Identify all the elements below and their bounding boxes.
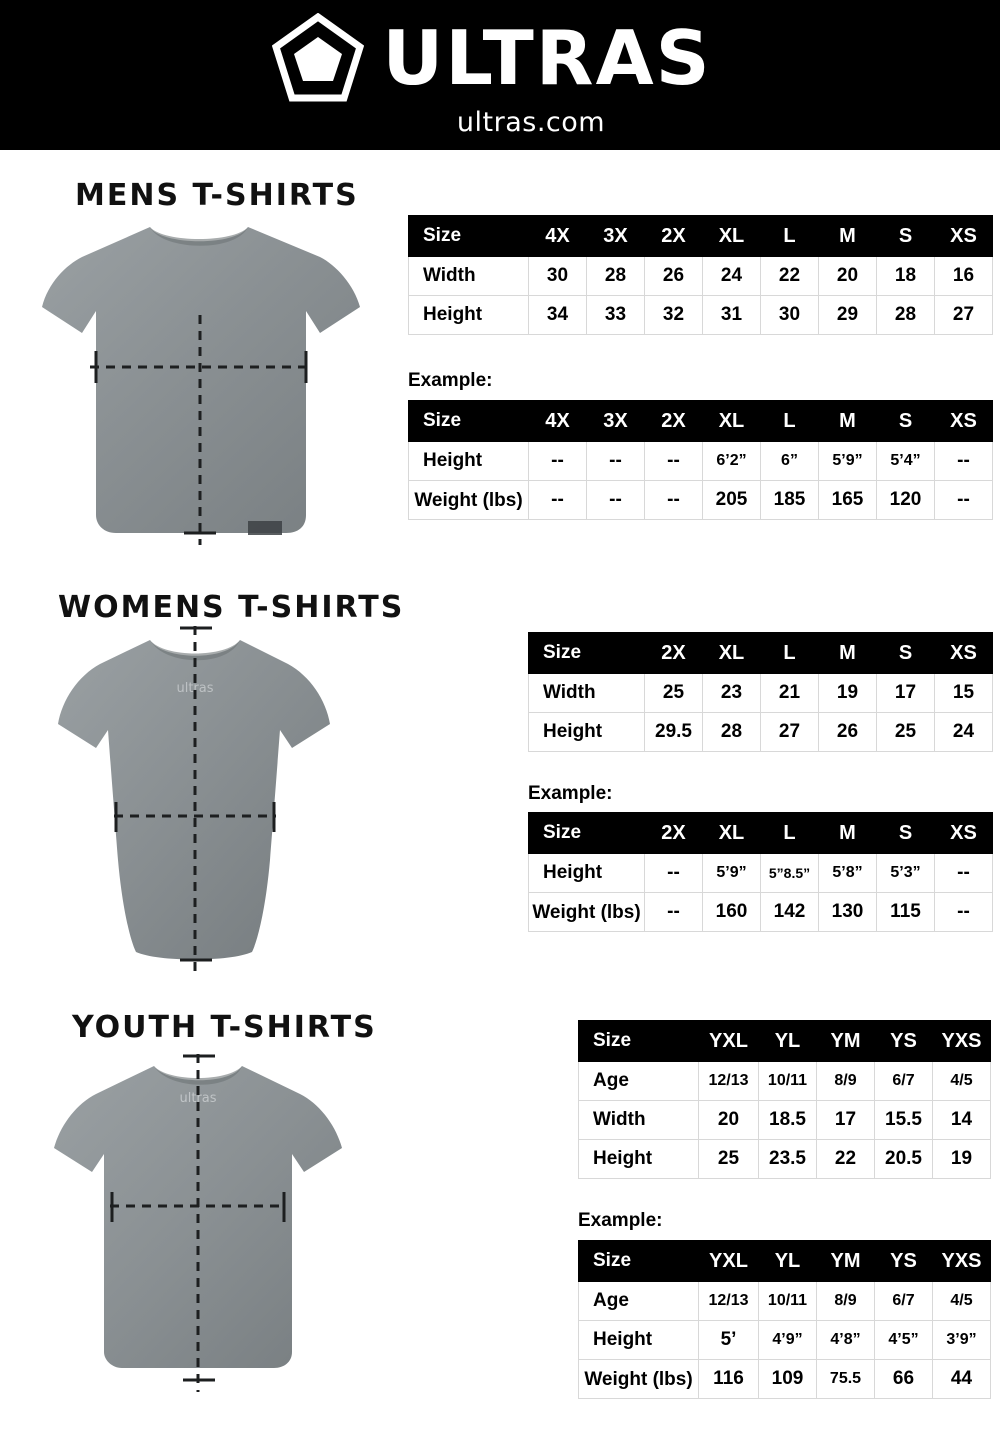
col-yxl: YXL	[699, 1021, 759, 1062]
cell: 20	[819, 257, 877, 296]
womens-tshirt-illustration	[30, 620, 360, 980]
svg-text:ultras: ultras	[176, 681, 214, 696]
col-xl: XL	[703, 633, 761, 674]
col-m: M	[819, 633, 877, 674]
row-label-height: Height	[409, 296, 529, 335]
row-label-weight: Weight (lbs)	[529, 893, 645, 932]
table-header-row	[579, 1241, 991, 1282]
cell: 4/5	[933, 1282, 991, 1321]
col-yl: YL	[759, 1021, 817, 1062]
table-row	[409, 442, 993, 481]
table-row	[579, 1321, 991, 1360]
cell: 33	[587, 296, 645, 335]
cell: --	[645, 481, 703, 520]
mens-size-table	[408, 215, 993, 335]
col-xs: XS	[935, 216, 993, 257]
cell: 6’2”	[703, 442, 761, 481]
cell: 21	[761, 674, 819, 713]
cell: --	[529, 481, 587, 520]
cell: 27	[761, 713, 819, 752]
cell: 20.5	[875, 1140, 933, 1179]
col-3x: 3X	[587, 216, 645, 257]
cell: 5’3”	[877, 854, 935, 893]
cell: 18.5	[759, 1101, 817, 1140]
col-ys: YS	[875, 1241, 933, 1282]
col-s: S	[877, 216, 935, 257]
col-2x: 2X	[645, 813, 703, 854]
cell: --	[587, 481, 645, 520]
cell: 3’9”	[933, 1321, 991, 1360]
col-s: S	[877, 813, 935, 854]
col-l: L	[761, 633, 819, 674]
row-label-width: Width	[579, 1101, 699, 1140]
table-header-row	[579, 1021, 991, 1062]
cell: --	[935, 442, 993, 481]
col-yxs: YXS	[933, 1241, 991, 1282]
cell: 116	[699, 1360, 759, 1399]
col-size: Size	[409, 401, 529, 442]
col-ys: YS	[875, 1021, 933, 1062]
col-xl: XL	[703, 401, 761, 442]
row-label-weight: Weight (lbs)	[409, 481, 529, 520]
youth-example-table	[578, 1240, 991, 1399]
row-label-height: Height	[579, 1140, 699, 1179]
cell: 28	[877, 296, 935, 335]
col-xs: XS	[935, 401, 993, 442]
youth-size-table	[578, 1020, 991, 1179]
col-ym: YM	[817, 1241, 875, 1282]
pentagon-shield-icon	[272, 13, 364, 105]
cell: 29.5	[645, 713, 703, 752]
cell: 24	[703, 257, 761, 296]
col-m: M	[819, 401, 877, 442]
brand-row	[272, 13, 711, 105]
cell: 142	[761, 893, 819, 932]
cell: 16	[935, 257, 993, 296]
col-xs: XS	[935, 633, 993, 674]
cell: --	[529, 442, 587, 481]
cell: 19	[819, 674, 877, 713]
cell: 66	[875, 1360, 933, 1399]
cell: 27	[935, 296, 993, 335]
cell: 25	[645, 674, 703, 713]
col-yl: YL	[759, 1241, 817, 1282]
mens-tshirt-illustration	[20, 215, 380, 545]
cell: 28	[587, 257, 645, 296]
table-row	[529, 674, 993, 713]
cell: 44	[933, 1360, 991, 1399]
cell: 185	[761, 481, 819, 520]
table-row	[409, 481, 993, 520]
example-label-womens: Example:	[528, 783, 613, 804]
cell: 15.5	[875, 1101, 933, 1140]
col-l: L	[761, 216, 819, 257]
section-title-youth: YOUTH T-SHIRTS	[72, 1010, 377, 1045]
cell: --	[587, 442, 645, 481]
col-yxs: YXS	[933, 1021, 991, 1062]
cell: 15	[935, 674, 993, 713]
cell: 26	[819, 713, 877, 752]
cell: 12/13	[699, 1062, 759, 1101]
table-header-row	[529, 813, 993, 854]
cell: --	[935, 893, 993, 932]
col-2x: 2X	[645, 216, 703, 257]
cell: 4’8”	[817, 1321, 875, 1360]
cell: 22	[761, 257, 819, 296]
table-header-row	[409, 216, 993, 257]
col-s: S	[877, 401, 935, 442]
section-title-womens: WOMENS T-SHIRTS	[58, 590, 405, 625]
section-youth	[0, 1000, 1000, 1444]
cell: 22	[817, 1140, 875, 1179]
womens-size-table	[528, 632, 993, 752]
col-size: Size	[529, 813, 645, 854]
col-m: M	[819, 813, 877, 854]
col-xs: XS	[935, 813, 993, 854]
cell: 6/7	[875, 1062, 933, 1101]
col-xl: XL	[703, 813, 761, 854]
cell: 160	[703, 893, 761, 932]
example-label-youth: Example:	[578, 1210, 663, 1231]
cell: 8/9	[817, 1062, 875, 1101]
cell: 10/11	[759, 1282, 817, 1321]
table-row	[529, 713, 993, 752]
cell: 19	[933, 1140, 991, 1179]
cell: 18	[877, 257, 935, 296]
row-label-height: Height	[529, 713, 645, 752]
cell: 34	[529, 296, 587, 335]
cell: --	[645, 893, 703, 932]
brand-lockup	[272, 13, 711, 138]
cell: 28	[703, 713, 761, 752]
example-label-mens: Example:	[408, 370, 493, 391]
cell: 17	[817, 1101, 875, 1140]
cell: 205	[703, 481, 761, 520]
womens-example-table	[528, 812, 993, 932]
cell: 5’9”	[819, 442, 877, 481]
cell: --	[935, 854, 993, 893]
table-row	[579, 1140, 991, 1179]
cell: 32	[645, 296, 703, 335]
cell: 24	[935, 713, 993, 752]
cell: 6”	[761, 442, 819, 481]
section-mens	[0, 150, 1000, 570]
col-4x: 4X	[529, 216, 587, 257]
cell: 165	[819, 481, 877, 520]
cell: 109	[759, 1360, 817, 1399]
col-yxl: YXL	[699, 1241, 759, 1282]
cell: 14	[933, 1101, 991, 1140]
cell: 29	[819, 296, 877, 335]
cell: 30	[529, 257, 587, 296]
cell: 5’9”	[703, 854, 761, 893]
cell: 26	[645, 257, 703, 296]
table-header-row	[409, 401, 993, 442]
cell: 12/13	[699, 1282, 759, 1321]
cell: 5’8”	[819, 854, 877, 893]
cell: 6/7	[875, 1282, 933, 1321]
cell: 31	[703, 296, 761, 335]
cell: --	[645, 442, 703, 481]
table-row	[529, 893, 993, 932]
col-2x: 2X	[645, 401, 703, 442]
col-s: S	[877, 633, 935, 674]
row-label-height: Height	[529, 854, 645, 893]
brand-name: ULTRAS	[382, 13, 712, 102]
mens-example-table	[408, 400, 993, 520]
cell: 23.5	[759, 1140, 817, 1179]
cell: --	[645, 854, 703, 893]
table-header-row	[529, 633, 993, 674]
row-label-height: Height	[409, 442, 529, 481]
svg-text:ultras: ultras	[179, 1091, 217, 1106]
brand-url: ultras.com	[456, 106, 606, 138]
cell: 5”8.5”	[761, 854, 819, 893]
page-header	[0, 0, 1000, 150]
col-2x: 2X	[645, 633, 703, 674]
row-label-age: Age	[579, 1282, 699, 1321]
section-womens	[0, 570, 1000, 1000]
table-row	[579, 1101, 991, 1140]
col-l: L	[761, 813, 819, 854]
cell: 5’4”	[877, 442, 935, 481]
cell: 8/9	[817, 1282, 875, 1321]
cell: 25	[877, 713, 935, 752]
row-label-age: Age	[579, 1062, 699, 1101]
cell: 4’5”	[875, 1321, 933, 1360]
col-size: Size	[529, 633, 645, 674]
section-title-mens: MENS T-SHIRTS	[75, 178, 359, 213]
cell: 75.5	[817, 1360, 875, 1399]
col-size: Size	[579, 1021, 699, 1062]
cell: 25	[699, 1140, 759, 1179]
row-label-weight: Weight (lbs)	[579, 1360, 699, 1399]
youth-tshirt-illustration	[38, 1040, 358, 1400]
cell: 23	[703, 674, 761, 713]
cell: 10/11	[759, 1062, 817, 1101]
cell: 130	[819, 893, 877, 932]
col-xl: XL	[703, 216, 761, 257]
col-m: M	[819, 216, 877, 257]
cell: 30	[761, 296, 819, 335]
col-ym: YM	[817, 1021, 875, 1062]
cell: 115	[877, 893, 935, 932]
row-label-height: Height	[579, 1321, 699, 1360]
col-size: Size	[409, 216, 529, 257]
cell: 4/5	[933, 1062, 991, 1101]
col-l: L	[761, 401, 819, 442]
table-row	[409, 257, 993, 296]
cell: 5’	[699, 1321, 759, 1360]
row-label-width: Width	[409, 257, 529, 296]
table-row	[579, 1360, 991, 1399]
col-size: Size	[579, 1241, 699, 1282]
cell: 120	[877, 481, 935, 520]
row-label-width: Width	[529, 674, 645, 713]
col-3x: 3X	[587, 401, 645, 442]
table-row	[579, 1282, 991, 1321]
table-row	[409, 296, 993, 335]
cell: 4’9”	[759, 1321, 817, 1360]
cell: 20	[699, 1101, 759, 1140]
cell: 17	[877, 674, 935, 713]
col-4x: 4X	[529, 401, 587, 442]
table-row	[529, 854, 993, 893]
table-row	[579, 1062, 991, 1101]
cell: --	[935, 481, 993, 520]
